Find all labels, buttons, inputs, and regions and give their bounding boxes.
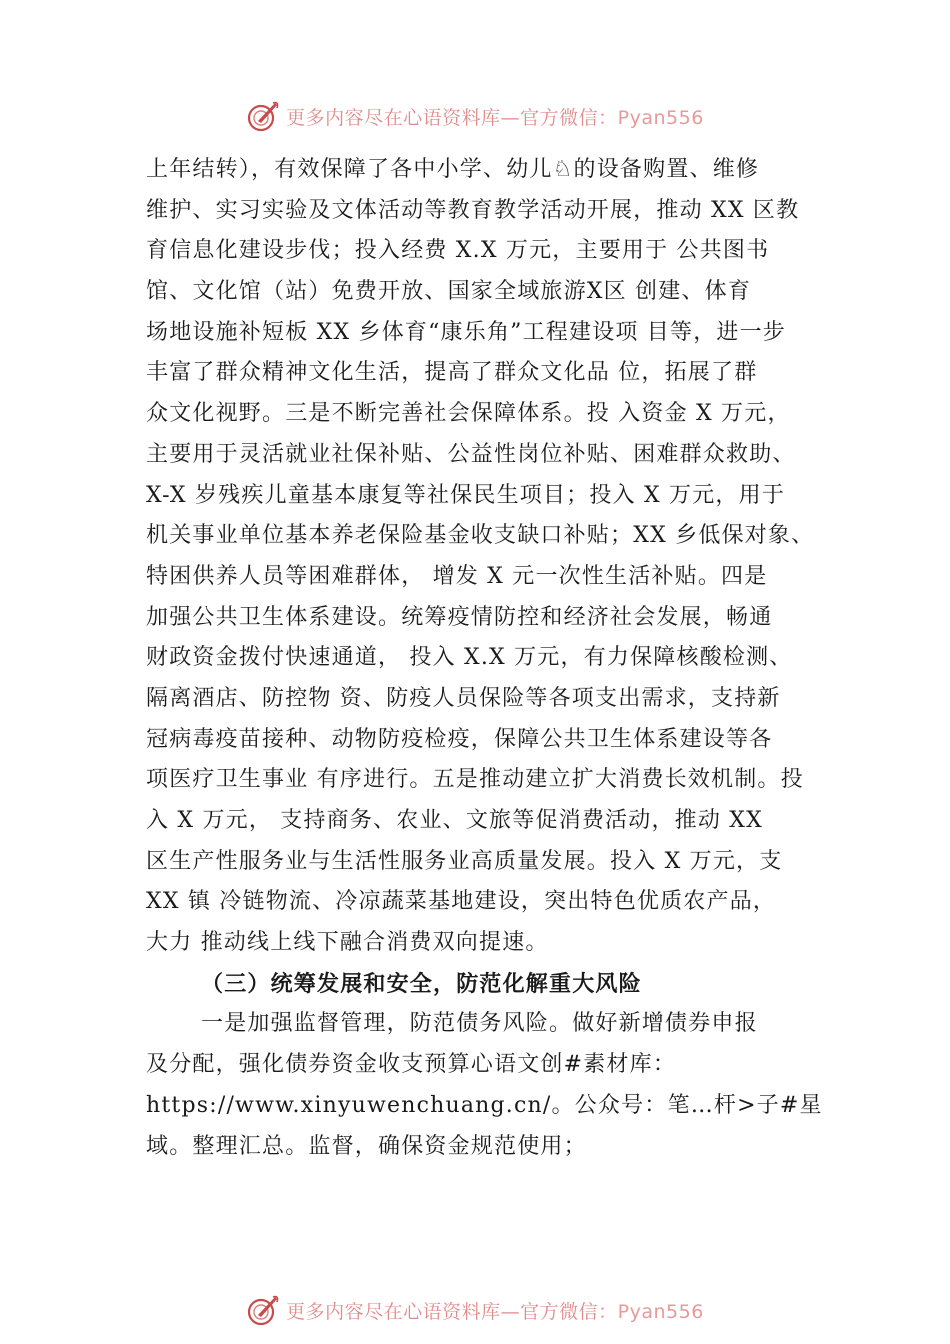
body-line: https://www.xinyuwenchuang.cn/。公众号：笔…杆>子#星: [146, 1092, 823, 1118]
body-line: 维护、实习实验及文体活动等教育教学活动开展，推动 XX 区教: [146, 197, 800, 223]
body-line: 一是加强监督管理，防范债务风险。做好新增债券申报: [201, 1011, 758, 1037]
footer-banner: [0, 1290, 950, 1330]
body-line: XX 镇 冷链物流、冷凉蔬菜基地建设，突出特色优质农产品，: [146, 889, 777, 915]
header-banner-prefix: 更多内容尽在心语资料库—官方微信：: [286, 106, 618, 129]
body-line: 入 X 万元， 支持商务、农业、文旅等促消费活动，推动 XX: [146, 808, 763, 833]
footer-banner-prefix: 更多内容尽在心语资料库—官方微信：: [286, 1300, 618, 1323]
body-line: 机关事业单位基本养老保险基金收支缺口补贴；XX 乡低保对象、: [146, 523, 815, 549]
body-line: 区生产性服务业与生活性服务业高质量发展。投入 X 万元，支: [146, 848, 783, 874]
body-line: 馆、文化馆（站）免费开放、国家全域旅游Ⅹ区 创建、体育: [146, 279, 752, 305]
footer-banner-text: [286, 1297, 704, 1324]
body-line: 财政资金拨付快速通道， 投入 X.X 万元，有力保障核酸检测、: [146, 645, 793, 671]
body-line: 项医疗卫生事业 有序进行。五是推动建立扩大消费长效机制。投: [146, 767, 804, 793]
document-body: [146, 150, 846, 1167]
header-banner: [0, 96, 950, 136]
body-line: 主要用于灵活就业社保补贴、公益性岗位补贴、困难群众救助、: [146, 441, 796, 467]
section-heading: （三）统筹发展和安全，防范化解重大风险: [201, 970, 642, 997]
body-line: 众文化视野。三是不断完善社会保障体系。投 入资金 X 万元，: [146, 401, 791, 427]
body-line: 域。整理汇总。监督，确保资金规范使用；: [146, 1133, 587, 1159]
body-line: 特困供养人员等困难群体， 增发 X 元一次性生活补贴。四是: [146, 563, 768, 589]
body-line: 大力 推动线上线下融合消费双向提速。: [146, 930, 549, 956]
body-line: 丰富了群众精神文化生活，提高了群众文化品 位，拓展了群: [146, 360, 758, 386]
body-line: 隔离酒店、防控物 资、防疫人员保险等各项支出需求，支持新: [146, 685, 781, 711]
header-banner-id: Pyan556: [617, 106, 704, 129]
quill-circle-logo-icon: [246, 1293, 280, 1327]
body-line: X-X 岁残疾儿童基本康复等社保民生项目；投入 X 万元，用于: [146, 482, 786, 508]
quill-circle-logo-icon: [246, 99, 280, 133]
header-banner-text: [286, 103, 704, 130]
footer-banner-id: Pyan556: [617, 1300, 704, 1323]
body-line: 场地设施补短板 XX 乡体育“康乐角”工程建设项 目等，进一步: [146, 319, 786, 345]
body-line: 育信息化建设步伐；投入经费 X.X 万元，主要用于 公共图书: [146, 238, 770, 264]
body-line: 上年结转），有效保障了各中小学、幼儿♘的设备购置、维修: [146, 157, 760, 182]
body-line: 及分配，强化债券资金收支预算心语文创#素材库：: [146, 1052, 677, 1078]
body-line: 冠病毒疫苗接种、动物防疫检疫，保障公共卫生体系建设等各: [146, 726, 773, 752]
body-line: 加强公共卫生体系建设。统筹疫情防控和经济社会发展，畅通: [146, 604, 773, 630]
